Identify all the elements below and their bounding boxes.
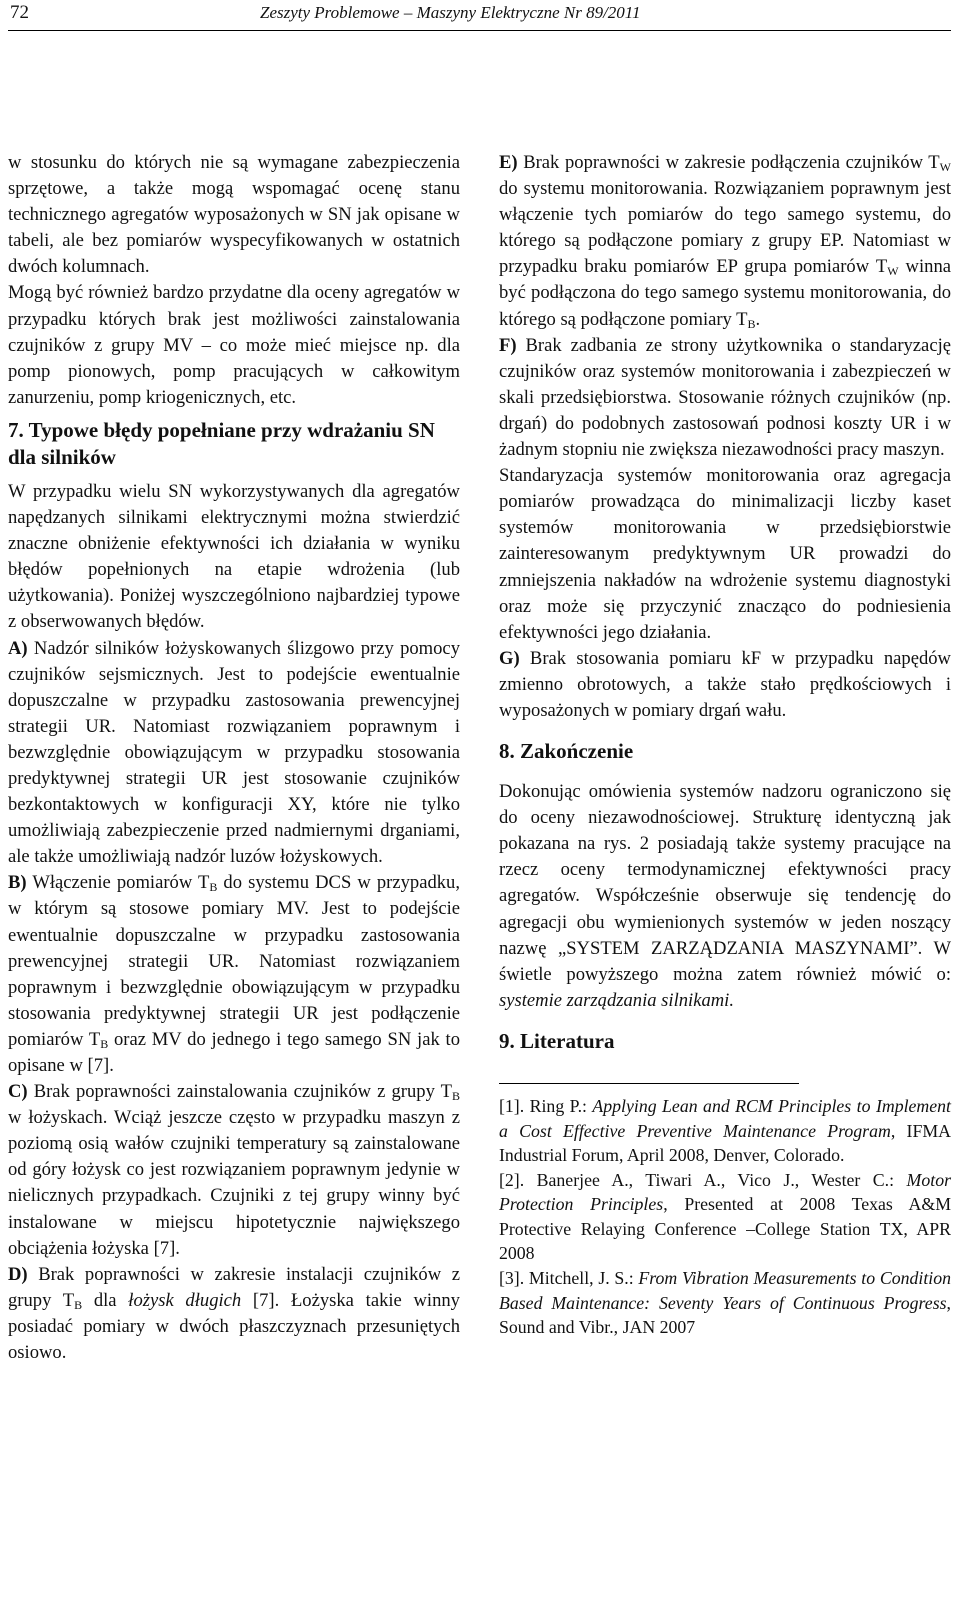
- error-item-f: F) Brak zadbania ze strony użytkownika o standaryzację czujników oraz systemów monitorowania i zabezpieczeń w skali przedsiębiorstwa. Stosowanie różnych czujników (np. drgań) do podobnych zastosowań podnosi koszty UR i w żadnym stopniu nie zwiększa niezawodności pracy maszyn.: [499, 334, 951, 461]
- item-label: F): [499, 334, 517, 356]
- item-label: G): [499, 647, 520, 669]
- right-column: [499, 150, 951, 1340]
- item-label: E): [499, 152, 518, 173]
- reference-item: [2]. Banerjee A., Tiwari A., Vico J., Wester C.: Motor Protection Principles, Presented at 2008 Texas A&M Protective Relaying Conference –College Station TX, APR 2008: [499, 1169, 951, 1264]
- error-item-g: G) Brak stosowania pomiaru kF w przypadku napędów zmienno obrotowych, a także stało prędkościowych i wyposażonych w pomiary drgań wału.: [499, 647, 951, 721]
- page-header: [0, 0, 960, 30]
- reference-item: [1]. Ring P.: Applying Lean and RCM Principles to Implement a Cost Effective Preventive Maintenance Program, IFMA Industrial Forum, April 2008, Denver, Colorado.: [499, 1095, 951, 1166]
- error-item-c: C) Brak poprawności zainstalowania czujników z grupy $T_B$ w łożyskach. Wciąż jeszcze często w przypadku maszyn z poziomą osią wałów czujniki temperatury są zainstalowane od góry łożysk co jest rozwiązaniem poprawnym jedynie w nielicznych przypadkach. Czujniki z tej grupy winny być instalowane w miejscu hipotetycznie największego obciążenia łożyska [7].: [8, 1081, 460, 1259]
- journal-title: Zeszyty Problemowe – Maszyny Elektryczne Nr 89/2011: [260, 3, 641, 22]
- section-heading-8: 8. Zakończenie: [499, 739, 634, 764]
- error-item-d: D) Brak poprawności w zakresie instalacji czujników z grupy $T_B$ dla łożysk długich [7]. Łożyska takie winny posiadać pomiary w dwóch płaszczyznach przesuniętych osiowo.: [8, 1263, 460, 1364]
- section-heading-7: 7. Typowe błędy popełniane przy wdrażaniu SN dla silników: [8, 417, 435, 469]
- paragraph: W przypadku wielu SN wykorzystywanych dla agregatów napędzanych silnikami elektrycznymi można stwierdzić znaczne obniżenie efektywności ich działania w wyniku błędów popełnionych na etapie wdrożenia (lub użytkowania). Poniżej wyszczególniono najbardziej typowe z obserwowanych błędów.: [8, 480, 460, 633]
- paragraph: Mogą być również bardzo przydatne dla oceny agregatów w przypadku których brak jest możliwości zainstalowania czujników z grupy MV – co może mieć miejsce np. dla pomp pionowych, pomp pracujących w całkowitym zanurzeniu, pomp kriogenicznych, etc.: [8, 282, 460, 408]
- left-column: [8, 150, 460, 1366]
- section-heading-9: 9. Literatura: [499, 1028, 615, 1053]
- references-rule: [499, 1083, 799, 1084]
- paragraph: w stosunku do których nie są wymagane zabezpieczenia sprzętowe, a także mogą wspomagać ocenę stanu technicznego agregatów wyposażonych w SN jak opisane w tabeli, ale bez pomiarów wyspecyfikowanych w ostatnich dwóch kolumnach.: [8, 152, 460, 278]
- reference-item: [3]. Mitchell, J. S.: From Vibration Measurements to Condition Based Maintenance: Seventy Years of Continuous Progress, Sound and Vibr., JAN 2007: [499, 1268, 951, 1338]
- page-number: 72: [10, 2, 29, 23]
- paragraph: Standaryzacja systemów monitorowania oraz agregacja pomiarów prowadząca do minimalizacji liczby kaset systemów monitorowania w przedsiębiorstwie zainteresowanym predyktywnym UR prowadzi do zmniejszenia nakładów na wdrożenie systemu diagnostyki oraz może się przyczynić znacząco do podniesienia efektywności jego działania.: [499, 465, 951, 643]
- error-item-b: B) Włączenie pomiarów $T_B$ do systemu DCS w przypadku, w którym są stosowe pomiary MV. Jest to podejście ewentualnie dopuszczalne w przypadku zastosowania prewencyjnej strategii UR. Natomiast rozwiązaniem poprawnym i bezwzględnie obowiązującym w przypadku stosowania predyktywnej strategii UR jest podłączenie pomiarów $T_B$ oraz MV do jednego i tego samego SN jak to opisane w [7].: [8, 872, 461, 1076]
- error-item-a: A) Nadzór silników łożyskowanych ślizgowo przy pomocy czujników sejsmicznych. Jest to podejście ewentualnie dopuszczalne w przypadku zastosowania prewencyjnej strategii UR. Natomiast rozwiązaniem poprawnym i bezwzględnie obowiązującym w przypadku stosowania predyktywnej strategii UR jest stosowanie czujników bezkontaktowych w konfiguracji XY, które nie tylko umożliwiają zabezpieczenie przed nadmiernymi drganiami, ale także umożliwiają nadzór luzów łożyskowych.: [8, 637, 460, 868]
- paragraph: Dokonując omówienia systemów nadzoru ograniczono się do oceny niezawodnościowej. Strukturę identyczną jak pokazana na rys. 2 posiadają także systemy pracujące na rzecz oceny termodynamicznej efektywności pracy agregatów. Współcześnie obserwuje się tendencję do agregacji obu wymienionych systemów w jeden noszący nazwę „SYSTEM ZARZĄDZANIA MASZYNAMI”. W świetle powyższego można zatem również mówić o: systemie zarządzania silnikami.: [499, 781, 951, 1011]
- header-rule: [8, 30, 951, 31]
- item-label: C): [8, 1081, 28, 1103]
- item-label: A): [8, 637, 28, 659]
- item-label: B): [8, 872, 27, 894]
- error-item-e: E) Brak poprawności w zakresie podłączenia czujników $T_W$ do systemu monitorowania. Rozwiązaniem poprawnym jest włączenie tych pomiarów do tego samego systemu, do którego są podłączone pomiary z grupy EP. Natomiast w przypadku braku pomiarów EP grupa pomiarów $T_W$ winna być podłączona do tego samego systemu monitorowania, do którego są podłączone pomiary $T_B$.: [499, 152, 951, 331]
- item-label: D): [8, 1263, 28, 1285]
